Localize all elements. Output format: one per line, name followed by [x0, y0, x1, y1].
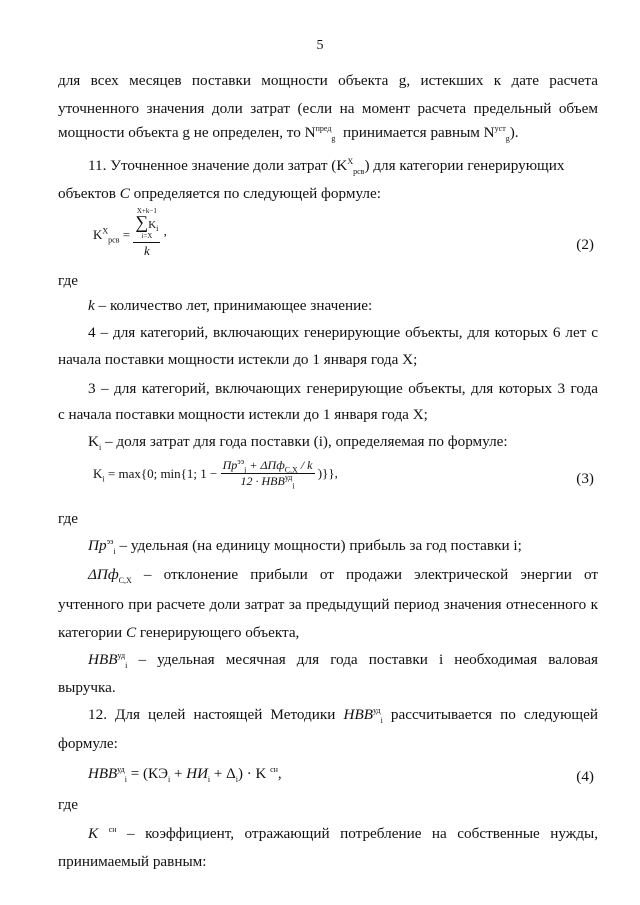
equation-2-number: (2) — [576, 236, 594, 253]
option-3-line2: с начала поставки мощности истекли до 1 января года X; — [58, 406, 428, 423]
ki-definition: $K_i$ – доля затрат для года поставки (i), определяемая по формуле: — [88, 433, 508, 453]
dp-definition-line1: ΔПф$_{C,X}$ – отклонение прибыли от продажи электрической энергии от — [88, 566, 598, 586]
equation-3: $K_i = \max\{0$; min{1; 1 − $\frac{Пp^{ээ}_i + \Delta Пф_{C,X} / k}{12 \cdot НВВ^{уд}_i}$ )}}, — [93, 457, 338, 491]
equation-2: $K^X_{рсв}$ = X+k−1 $\sum K_i$ i=X k , — [93, 207, 167, 258]
p1-line3: мощности объекта g не определен, то $N^{пред}_g$ принимается равным $N^{уст}_g$). — [58, 123, 519, 144]
p11-line2: объектов C определяется по следующей формуле: — [58, 185, 381, 202]
k-definition: k – количество лет, принимающее значение: — [88, 297, 373, 314]
page-number: 5 — [316, 38, 324, 53]
where-2: где — [58, 510, 78, 527]
p1-line2: уточненного значения доли затрат (если на момент расчета предельный объем — [58, 100, 598, 117]
p12-line1: 12. Для целей настоящей Методики $НВВ^{уд}_i$ рассчитывается по следующей — [88, 705, 598, 726]
pr-definition: $Пp^{ээ}_i$ – удельная (на единицу мощности) прибыль за год поставки i; — [88, 536, 522, 557]
nvv-definition-line2: выручка. — [58, 679, 116, 696]
ksn-definition-line2: принимаемый равным: — [58, 853, 207, 870]
dp-definition-line2: учтенного при расчете доли затрат за предыдущий период значения отнесенного к — [58, 596, 598, 613]
p1-line1: для всех месяцев поставки мощности объекта g, истекших к дате расчета — [58, 72, 598, 89]
equation-4-number: (4) — [576, 768, 594, 785]
p12-line2: формуле: — [58, 735, 118, 752]
option-3-line1: 3 – для категорий, включающих генерирующие объекты, для которых 3 года — [88, 380, 598, 397]
option-4-line1: 4 – для категорий, включающих генерирующие объекты, для которых 6 лет с — [88, 324, 598, 341]
where-3: где — [58, 796, 78, 813]
nvv-definition-line1: $НВВ^{уд}_i$ – удельная месячная для года поставки i необходимая валовая — [88, 650, 598, 671]
dp-definition-line3: категории C генерирующего объекта, — [58, 624, 300, 641]
where-1: где — [58, 272, 78, 289]
p11-line1: 11. Уточненное значение доли затрат $(K^X_{рсв})$ для категории генерирующих — [88, 156, 565, 177]
ksn-definition-line1: K $^{сн}$ – коэффициент, отражающий потребление на собственные нужды, — [88, 824, 599, 842]
option-4-line2: начала поставки мощности истекли до 1 января года X; — [58, 351, 418, 368]
equation-4: $НВВ^{уд}_i = (КЭ_i + НИ_i + \Delta_i) \cdot K$ $^{сн}$, — [88, 765, 282, 784]
equation-3-number: (3) — [576, 470, 594, 487]
